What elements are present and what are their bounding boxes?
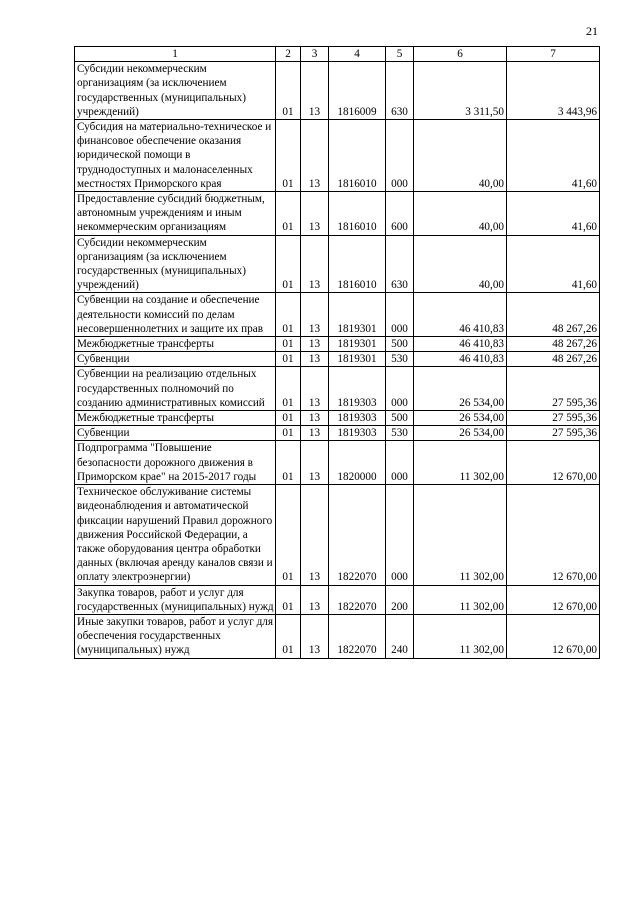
subsection-code-cell: 13	[301, 411, 329, 426]
amount-col7-cell: 48 267,26	[507, 352, 600, 367]
amount-col6-cell: 26 534,00	[414, 426, 507, 441]
table-row	[75, 367, 600, 411]
target-article-cell: 1819301	[329, 352, 386, 367]
header-row	[75, 47, 600, 62]
row-name-cell: Субвенции	[75, 352, 276, 367]
subsection-code-cell: 13	[301, 614, 329, 658]
section-code-cell: 01	[276, 485, 301, 585]
subsection-code-cell: 13	[301, 235, 329, 293]
section-code-cell: 01	[276, 192, 301, 236]
table-row	[75, 120, 600, 192]
subsection-code-cell: 13	[301, 352, 329, 367]
amount-col7-cell: 41,60	[507, 120, 600, 192]
header-cell: 6	[414, 47, 507, 62]
target-article-cell: 1822070	[329, 485, 386, 585]
amount-col7-cell: 3 443,96	[507, 62, 600, 120]
subsection-code-cell: 13	[301, 367, 329, 411]
row-name-cell: Субсидии некоммерческим организациям (за исключением государственных (муниципальных) учреждений)	[75, 62, 276, 120]
header-cell: 7	[507, 47, 600, 62]
amount-col6-cell: 11 302,00	[414, 485, 507, 585]
table-row	[75, 585, 600, 614]
subsection-code-cell: 13	[301, 337, 329, 352]
row-name-cell: Субсидии некоммерческим организациям (за исключением государственных (муниципальных) учреждений)	[75, 235, 276, 293]
table-row	[75, 235, 600, 293]
amount-col6-cell: 40,00	[414, 235, 507, 293]
amount-col6-cell: 40,00	[414, 192, 507, 236]
target-article-cell: 1819303	[329, 367, 386, 411]
target-article-cell: 1819301	[329, 293, 386, 337]
amount-col7-cell: 27 595,36	[507, 426, 600, 441]
expense-type-cell: 240	[386, 614, 414, 658]
table-row	[75, 293, 600, 337]
section-code-cell: 01	[276, 235, 301, 293]
target-article-cell: 1822070	[329, 614, 386, 658]
row-name-cell: Межбюджетные трансферты	[75, 411, 276, 426]
target-article-cell: 1819303	[329, 426, 386, 441]
expense-type-cell: 000	[386, 367, 414, 411]
amount-col6-cell: 26 534,00	[414, 411, 507, 426]
target-article-cell: 1816010	[329, 235, 386, 293]
target-article-cell: 1816009	[329, 62, 386, 120]
expense-type-cell: 000	[386, 441, 414, 485]
subsection-code-cell: 13	[301, 441, 329, 485]
target-article-cell: 1819301	[329, 337, 386, 352]
row-name-cell: Субвенции на реализацию отдельных государственных полномочий по созданию административных комиссий	[75, 367, 276, 411]
table-row	[75, 426, 600, 441]
expense-type-cell: 530	[386, 352, 414, 367]
subsection-code-cell: 13	[301, 62, 329, 120]
header-cell: 4	[329, 47, 386, 62]
amount-col6-cell: 11 302,00	[414, 585, 507, 614]
target-article-cell: 1822070	[329, 585, 386, 614]
section-code-cell: 01	[276, 352, 301, 367]
amount-col6-cell: 46 410,83	[414, 337, 507, 352]
amount-col7-cell: 48 267,26	[507, 293, 600, 337]
amount-col7-cell: 41,60	[507, 192, 600, 236]
row-name-cell: Предоставление субсидий бюджетным, автономным учреждениям и иным некоммерческим организациям	[75, 192, 276, 236]
amount-col6-cell: 11 302,00	[414, 441, 507, 485]
header-cell: 3	[301, 47, 329, 62]
expense-type-cell: 000	[386, 293, 414, 337]
subsection-code-cell: 13	[301, 485, 329, 585]
section-code-cell: 01	[276, 441, 301, 485]
amount-col7-cell: 41,60	[507, 235, 600, 293]
expense-type-cell: 630	[386, 62, 414, 120]
section-code-cell: 01	[276, 120, 301, 192]
section-code-cell: 01	[276, 411, 301, 426]
row-name-cell: Субсидия на материально-техническое и финансовое обеспечение оказания юридической помощи в труднодоступных и малонаселенных местностях Приморского края	[75, 120, 276, 192]
section-code-cell: 01	[276, 367, 301, 411]
target-article-cell: 1819303	[329, 411, 386, 426]
section-code-cell: 01	[276, 62, 301, 120]
expense-type-cell: 000	[386, 485, 414, 585]
subsection-code-cell: 13	[301, 192, 329, 236]
section-code-cell: 01	[276, 426, 301, 441]
table-row	[75, 485, 600, 585]
subsection-code-cell: 13	[301, 120, 329, 192]
amount-col7-cell: 27 595,36	[507, 367, 600, 411]
amount-col7-cell: 27 595,36	[507, 411, 600, 426]
amount-col6-cell: 40,00	[414, 120, 507, 192]
row-name-cell: Закупка товаров, работ и услуг для государственных (муниципальных) нужд	[75, 585, 276, 614]
row-name-cell: Иные закупки товаров, работ и услуг для обеспечения государственных (муниципальных) нужд	[75, 614, 276, 658]
row-name-cell: Межбюджетные трансферты	[75, 337, 276, 352]
expense-type-cell: 600	[386, 192, 414, 236]
expense-type-cell: 200	[386, 585, 414, 614]
row-name-cell: Субвенции на создание и обеспечение деятельности комиссий по делам несовершеннолетних и защите их прав	[75, 293, 276, 337]
expense-type-cell: 500	[386, 337, 414, 352]
page-number: 21	[586, 24, 598, 38]
table-row	[75, 614, 600, 658]
expense-type-cell: 530	[386, 426, 414, 441]
table-row	[75, 192, 600, 236]
target-article-cell: 1816010	[329, 120, 386, 192]
section-code-cell: 01	[276, 337, 301, 352]
amount-col7-cell: 12 670,00	[507, 585, 600, 614]
expense-type-cell: 500	[386, 411, 414, 426]
table-row	[75, 352, 600, 367]
section-code-cell: 01	[276, 614, 301, 658]
amount-col6-cell: 11 302,00	[414, 614, 507, 658]
amount-col6-cell: 26 534,00	[414, 367, 507, 411]
table-row	[75, 441, 600, 485]
row-name-cell: Субвенции	[75, 426, 276, 441]
target-article-cell: 1816010	[329, 192, 386, 236]
expense-type-cell: 000	[386, 120, 414, 192]
subsection-code-cell: 13	[301, 293, 329, 337]
section-code-cell: 01	[276, 293, 301, 337]
row-name-cell: Техническое обслуживание системы видеонаблюдения и автоматической фиксации нарушений Правил дорожного движения Российской Федерации, а также оборудования центра обработки данных (включая аренду каналов связи и оплату электроэнергии)	[75, 485, 276, 585]
section-code-cell: 01	[276, 585, 301, 614]
budget-table	[74, 46, 600, 659]
header-cell: 1	[75, 47, 276, 62]
subsection-code-cell: 13	[301, 426, 329, 441]
amount-col6-cell: 46 410,83	[414, 293, 507, 337]
table-row	[75, 337, 600, 352]
amount-col7-cell: 12 670,00	[507, 441, 600, 485]
target-article-cell: 1820000	[329, 441, 386, 485]
amount-col7-cell: 48 267,26	[507, 337, 600, 352]
row-name-cell: Подпрограмма "Повышение безопасности дорожного движения в Приморском крае" на 2015-2017 годы	[75, 441, 276, 485]
amount-col7-cell: 12 670,00	[507, 614, 600, 658]
expense-type-cell: 630	[386, 235, 414, 293]
header-cell: 2	[276, 47, 301, 62]
table-row	[75, 62, 600, 120]
amount-col6-cell: 3 311,50	[414, 62, 507, 120]
subsection-code-cell: 13	[301, 585, 329, 614]
amount-col7-cell: 12 670,00	[507, 485, 600, 585]
amount-col6-cell: 46 410,83	[414, 352, 507, 367]
table-row	[75, 411, 600, 426]
header-cell: 5	[386, 47, 414, 62]
